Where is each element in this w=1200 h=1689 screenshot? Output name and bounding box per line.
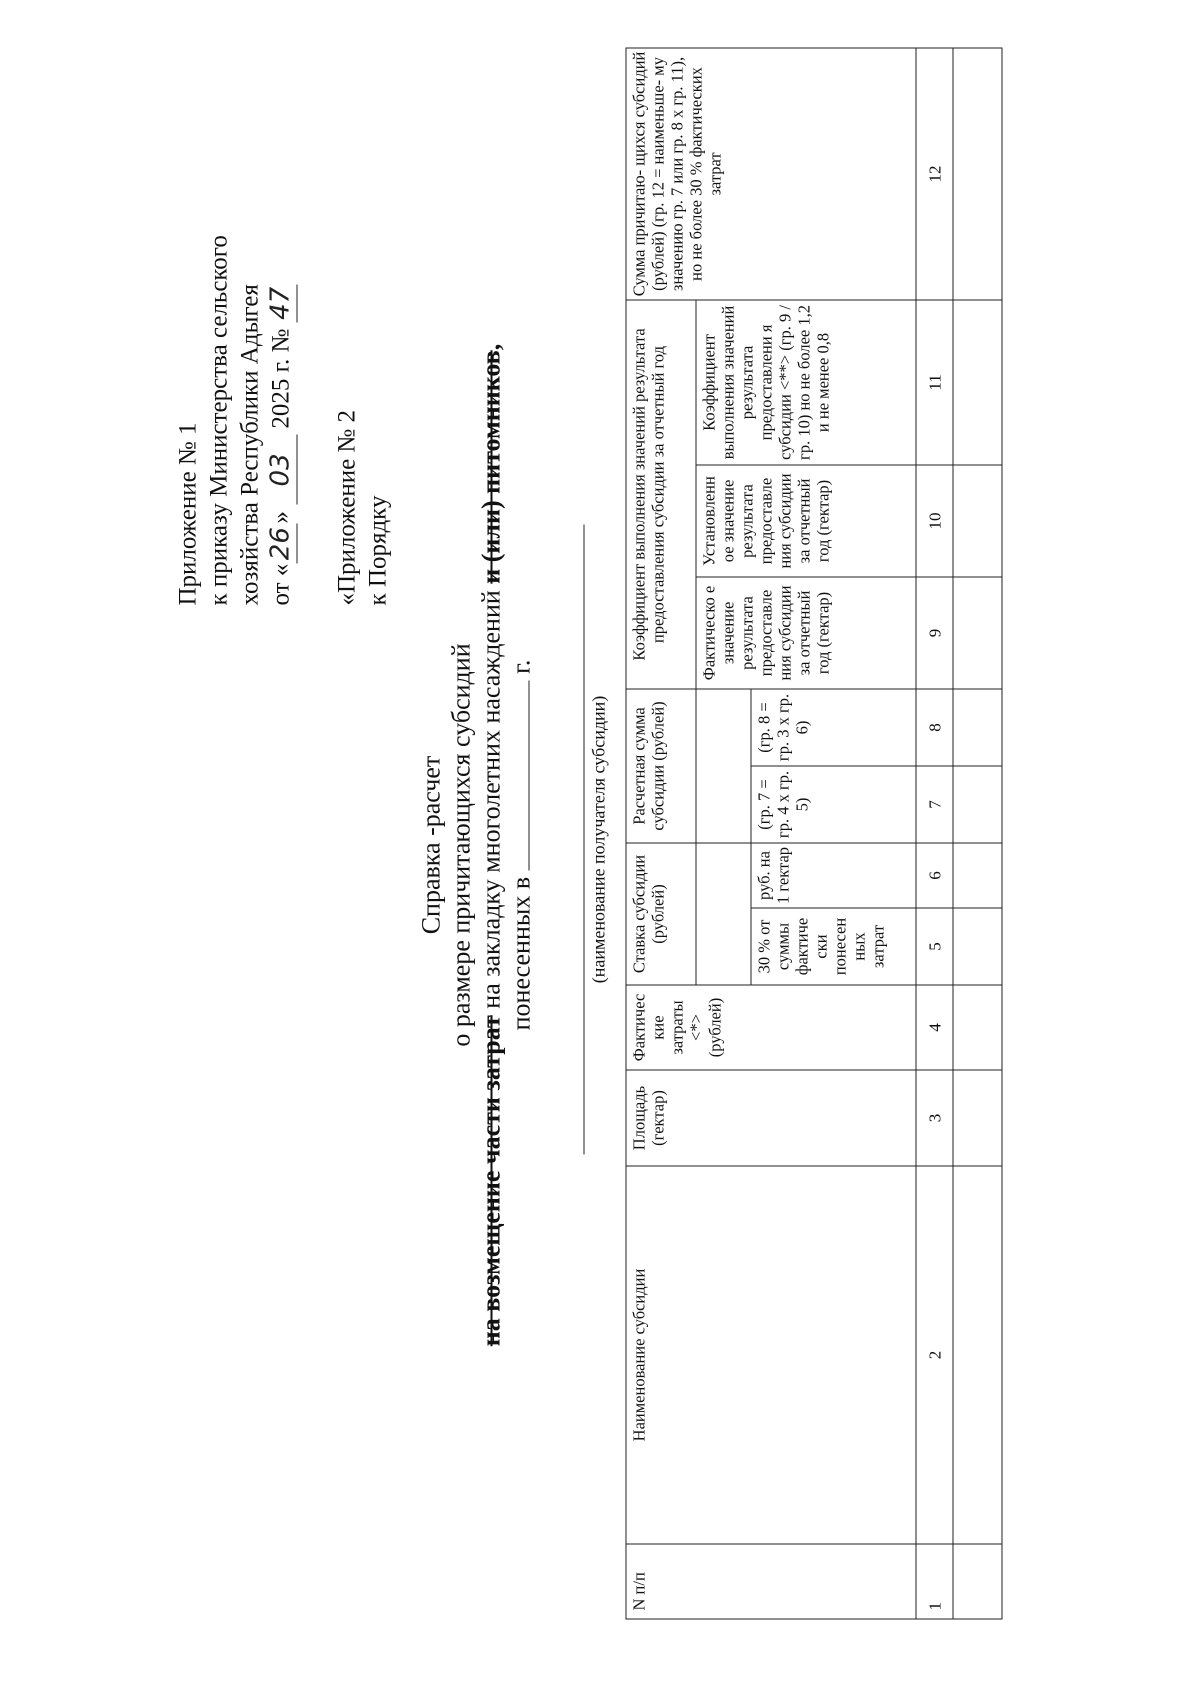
table-cell [953,1166,1002,1544]
year-blank [508,680,529,870]
annex2-line-2: к Порядку [364,495,391,605]
struck-text-b: и (или) питомников [476,349,505,584]
title-line-4 [506,0,536,1689]
col-number: 4 [916,985,953,1070]
col-number: 3 [916,1070,953,1166]
date-year: 2025 г. № [267,328,294,429]
subsidy-table [625,47,1002,1619]
col-number: 1 [916,1544,953,1619]
annex2-line-1: «Приложение № 2 [333,409,360,605]
handwritten-day: 26 [265,523,297,563]
table-cell [953,1544,1002,1619]
title-line-4-a: понесенных в [506,876,535,1030]
table-cell [953,47,1002,299]
handwritten-month: 03 [265,434,297,504]
col-number: 6 [916,842,953,907]
annex-line-2: к приказу Министерства сельского [205,234,232,605]
header-group-calc: Расчетная сумма субсидии (рублей) [626,688,696,842]
handwritten-order-number: 47 [265,284,297,322]
date-mid: » [267,510,294,524]
header-col-1: N п/п [626,1544,916,1619]
document-title [416,0,536,1689]
table-cell [953,765,1002,842]
col-number: 11 [916,299,953,464]
header-calc-spacer [696,688,751,842]
title-line-3 [476,0,506,1689]
table-cell [953,299,1002,464]
col-number: 5 [916,908,953,985]
annex-date-line [265,235,297,605]
header-col-2: Наименование субсидии [626,1166,916,1544]
header-col-3: Площадь (гектар) [626,1070,916,1166]
col-number: 10 [916,464,953,576]
header-group-rate: Ставка субсидии (рублей) [626,842,696,984]
annex2-header [331,409,393,605]
column-number-row [916,47,953,1618]
header-col-4: Фактичес кие затраты <*> (рублей) [626,985,916,1070]
header-col-12: Сумма причитаю- щихся субсидий (рублей) (гр. 12 = наименьше- му значению гр. 7 или гр. 8 х гр. 11), но не более 30 % фактических затрат [626,47,916,299]
col-number: 8 [916,688,953,765]
header-col-7: (гр. 7 = гр. 4 х гр. 5) [751,765,916,842]
struck-text-a: на возмещение части затрат [476,1014,505,1346]
table-cell [953,1070,1002,1166]
col-number: 9 [916,576,953,688]
annex-header [172,235,297,605]
header-group-coef: Коэффициент выполнения значений результата предоставления субсидии за отчетный год [626,299,696,688]
table-row [953,47,1002,1618]
header-rate-spacer [696,842,751,984]
table-cell [953,576,1002,688]
annex-line-3: хозяйства Республики Адыгея [236,283,263,605]
header-col-9-top: Фактическо е значение результата предоставле ния субсидии за отчетный год (гектар) [696,576,916,688]
table-cell [953,464,1002,576]
title-line-3-text: на закладку многолетних насаждений [476,589,505,1015]
col-number: 12 [916,47,953,299]
title-line-1: Справка -расчет [416,755,445,934]
title-line-3-end: , [476,343,505,350]
table-cell [953,985,1002,1070]
table-cell [953,908,1002,985]
table-cell [953,842,1002,907]
header-col-10-top: Установленн ое значение результата предоставле ния субсидии за отчетный год (гектар) [696,464,916,576]
col-number: 2 [916,1166,953,1544]
header-col-5: 30 % от суммы фактиче ски понесен ных затрат [751,908,916,985]
title-line-2: о размере причитающихся субсидий [446,642,475,1047]
header-col-6: руб. на 1 гектар [751,842,916,907]
date-prefix: от « [267,563,294,605]
header-col-11-top: Коэффициент выполнения значений результата предоставлени я субсидии <**> (гр. 9 / гр. 10) но не более 1,2 и не менее 0,8 [696,299,916,464]
table-cell [953,688,1002,765]
recipient-line [583,524,584,1154]
title-line-4-b: г. [506,659,535,674]
annex-line-1: Приложение № 1 [174,421,201,605]
col-number: 7 [916,765,953,842]
header-col-8: (гр. 8 = гр. 3 х гр. 6) [751,688,916,765]
recipient-caption: (наименование получателя субсидии) [588,695,608,983]
